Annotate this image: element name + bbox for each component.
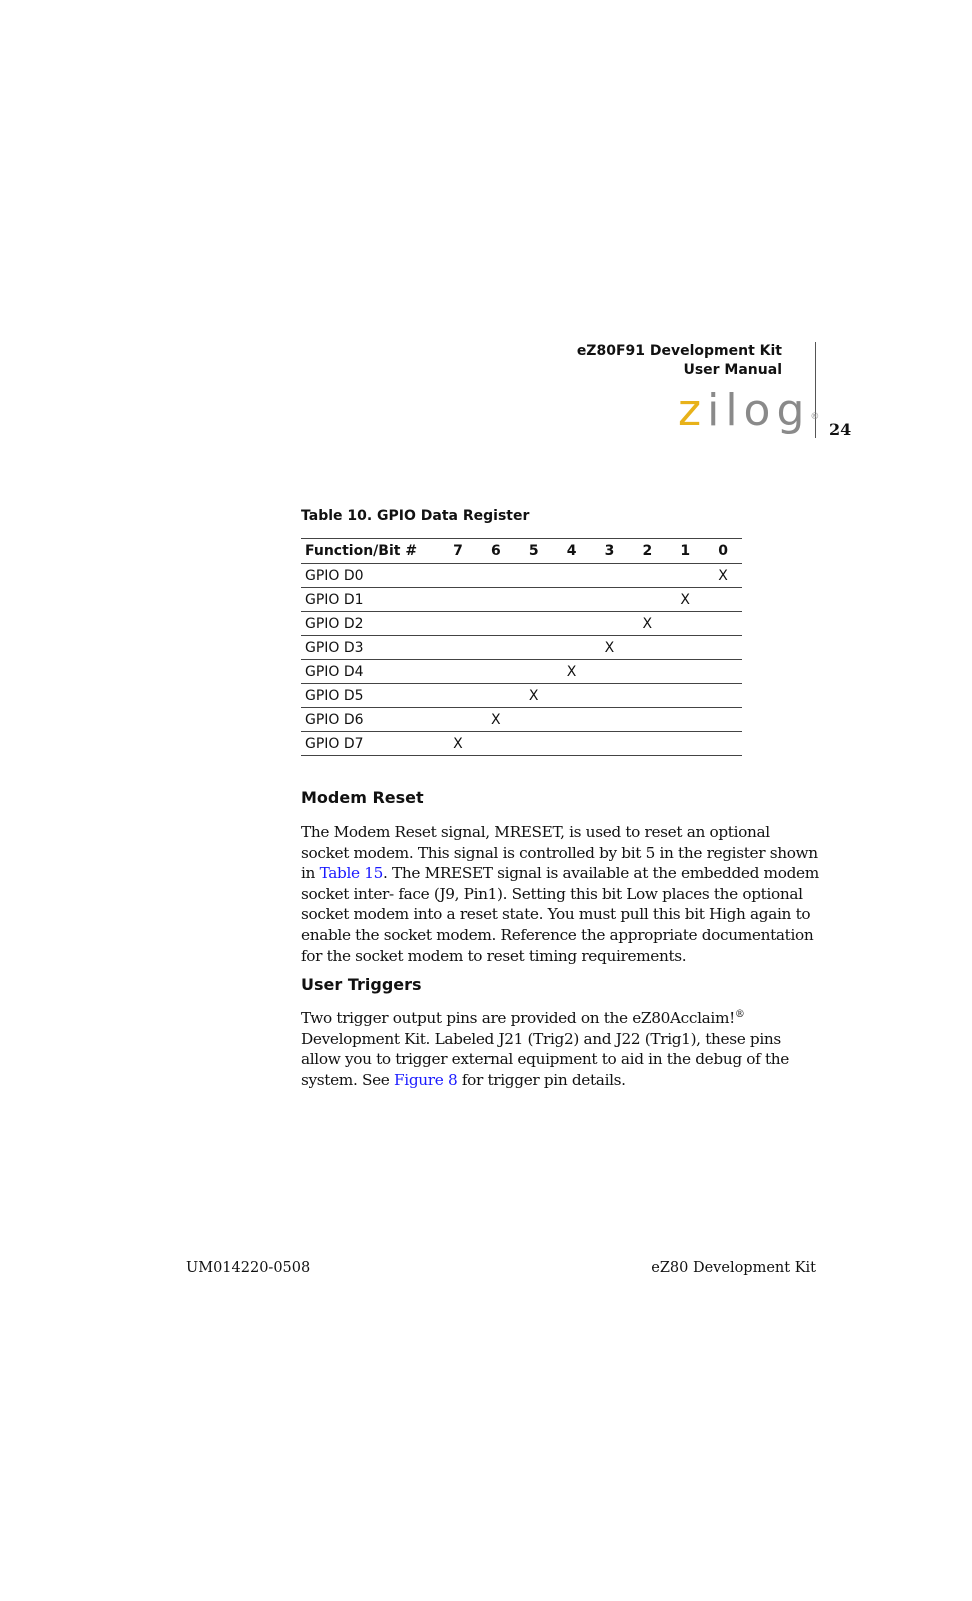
doc-title: eZ80F91 Development Kit [576, 343, 782, 359]
table-row [301, 588, 742, 612]
footer-product: eZ80 Development Kit [651, 1260, 816, 1276]
bit-cell [515, 564, 553, 588]
logo-rest: ilog [707, 385, 811, 436]
function-cell: GPIO D6 [301, 708, 439, 732]
bit-cell [628, 564, 666, 588]
bit-cell [515, 732, 553, 756]
bit-cell [704, 660, 742, 684]
bit-cell [628, 660, 666, 684]
logo-first-letter: z [678, 385, 708, 436]
bit-cell [553, 684, 591, 708]
footer-doc-number: UM014220-0508 [186, 1260, 311, 1276]
user-triggers-heading: User Triggers [301, 975, 422, 994]
registered-mark: ® [734, 1008, 745, 1020]
column-header: 6 [477, 539, 515, 564]
table-row [301, 636, 742, 660]
bit-cell [477, 564, 515, 588]
bit-cell [439, 636, 477, 660]
bit-cell [666, 660, 704, 684]
bit-cell: X [704, 564, 742, 588]
column-header: 4 [553, 539, 591, 564]
bit-cell [477, 636, 515, 660]
table-header-row [301, 539, 742, 564]
bit-cell [591, 708, 629, 732]
bit-cell [628, 708, 666, 732]
bit-cell [704, 708, 742, 732]
bit-cell [439, 612, 477, 636]
function-cell: GPIO D2 [301, 612, 439, 636]
column-header: 5 [515, 539, 553, 564]
bit-cell [515, 708, 553, 732]
bit-cell [553, 732, 591, 756]
bit-cell [591, 684, 629, 708]
modem-reset-heading: Modem Reset [301, 788, 424, 807]
user-triggers-paragraph [301, 1008, 821, 1090]
modem-reset-paragraph [301, 822, 821, 966]
function-cell: GPIO D0 [301, 564, 439, 588]
bit-cell [704, 612, 742, 636]
bit-cell [477, 612, 515, 636]
bit-cell: X [439, 732, 477, 756]
table-row [301, 708, 742, 732]
bit-cell [439, 684, 477, 708]
table-row [301, 612, 742, 636]
bit-cell [439, 660, 477, 684]
running-header [577, 342, 782, 380]
bit-cell [591, 732, 629, 756]
bit-cell [591, 588, 629, 612]
bit-cell: X [666, 588, 704, 612]
bit-cell [591, 660, 629, 684]
column-header: 0 [704, 539, 742, 564]
bit-cell [439, 708, 477, 732]
bit-cell [553, 588, 591, 612]
gpio-data-register-table [301, 538, 742, 756]
modem-reset-text-2: . The MRESET signal is available at the embedded modem socket inter- face (J9, Pin1). Setting this bit Low places the optional socket modem into a reset state. You must pull this bit High again to enable the socket modem. Reference the appropriate documentation for the socket modem to reset timing requirements. [301, 864, 819, 965]
bit-cell [666, 564, 704, 588]
table-row [301, 732, 742, 756]
table-row [301, 684, 742, 708]
function-cell: GPIO D1 [301, 588, 439, 612]
function-cell: GPIO D3 [301, 636, 439, 660]
bit-cell [666, 684, 704, 708]
bit-cell [704, 636, 742, 660]
bit-cell: X [591, 636, 629, 660]
bit-cell [477, 732, 515, 756]
bit-cell: X [553, 660, 591, 684]
function-cell: GPIO D5 [301, 684, 439, 708]
bit-cell [591, 564, 629, 588]
bit-cell [477, 588, 515, 612]
function-cell: GPIO D7 [301, 732, 439, 756]
bit-cell [666, 612, 704, 636]
table-row [301, 564, 742, 588]
column-header: 2 [628, 539, 666, 564]
doc-subtitle: User Manual [683, 362, 782, 378]
bit-cell [439, 588, 477, 612]
bit-cell [515, 612, 553, 636]
bit-cell [628, 684, 666, 708]
bit-cell [704, 588, 742, 612]
column-header: 1 [666, 539, 704, 564]
bit-cell [477, 684, 515, 708]
bit-cell [591, 612, 629, 636]
bit-cell [553, 708, 591, 732]
bit-cell [553, 564, 591, 588]
function-cell: GPIO D4 [301, 660, 439, 684]
table-caption: Table 10. GPIO Data Register [301, 508, 530, 524]
user-triggers-text-1: Two trigger output pins are provided on the eZ80Acclaim! [301, 1009, 735, 1027]
user-triggers-text-2: Development Kit. Labeled J21 (Trig2) and J22 (Trig1), these pins allow you to trigger external equipment to aid in the debug of the system. See [301, 1029, 789, 1089]
bit-cell [515, 660, 553, 684]
bit-cell [515, 636, 553, 660]
bit-cell [666, 636, 704, 660]
bit-cell: X [477, 708, 515, 732]
bit-cell [553, 612, 591, 636]
bit-cell [628, 636, 666, 660]
bit-cell: X [628, 612, 666, 636]
table-body [301, 564, 742, 756]
bit-cell [666, 708, 704, 732]
logo-registered-mark: ® [810, 412, 820, 422]
page-number: 24 [829, 420, 852, 439]
bit-cell [666, 732, 704, 756]
column-header: 3 [591, 539, 629, 564]
bit-cell [439, 564, 477, 588]
column-header: 7 [439, 539, 477, 564]
column-header: Function/Bit # [301, 539, 439, 564]
bit-cell [515, 588, 553, 612]
table-15-link[interactable]: Table 15 [319, 864, 383, 883]
bit-cell [477, 660, 515, 684]
bit-cell: X [515, 684, 553, 708]
bit-cell [704, 732, 742, 756]
bit-cell [553, 636, 591, 660]
modem-reset-text-1: The Modem Reset signal, MRESET, is used to reset an optional socket modem. This signal is controlled by bit 5 in the register shown in [301, 823, 818, 883]
bit-cell [628, 732, 666, 756]
table-row [301, 660, 742, 684]
zilog-logo [678, 384, 819, 438]
bit-cell [628, 588, 666, 612]
bit-cell [704, 684, 742, 708]
figure-8-link[interactable]: Figure 8 [394, 1070, 458, 1089]
user-triggers-text-3: for trigger pin details. [457, 1070, 626, 1089]
